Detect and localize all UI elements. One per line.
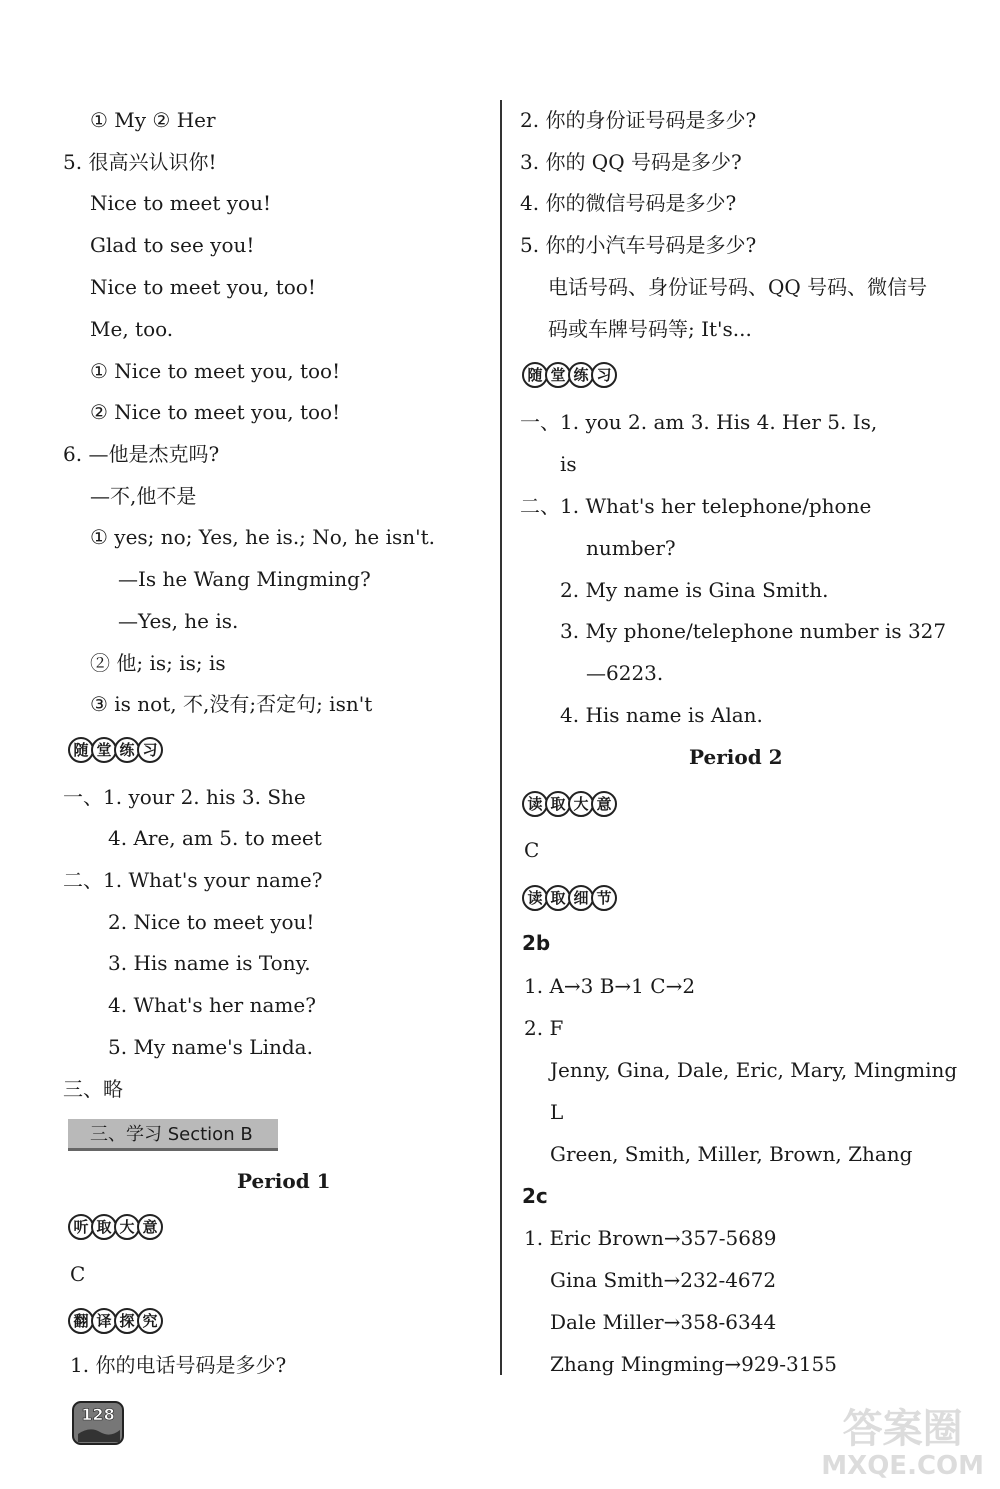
exercise-1: 一、1. you 2. am 3. His 4. Her 5. Is, <box>520 410 878 434</box>
answer-line: Nice to meet you, too! <box>90 275 316 299</box>
question-line: 1. 你的电话号码是多少? <box>70 1353 287 1377</box>
exercise-line: 5. My name's Linda. <box>108 1035 313 1059</box>
exercise-line: 4. What's her name? <box>108 993 316 1017</box>
answer-line: C <box>70 1262 86 1286</box>
answer-line: C <box>524 838 540 862</box>
question-6: 6. —他是杰克吗? <box>63 442 220 466</box>
badge-char: 取 <box>91 1214 117 1240</box>
badge-char: 习 <box>591 362 617 388</box>
answer-line: Glad to see you! <box>90 233 255 257</box>
section-badge-tingqu <box>68 1214 160 1240</box>
badge-char: 意 <box>137 1214 163 1240</box>
badge-char: 读 <box>522 791 548 817</box>
exercise-line: 4. Are, am 5. to meet <box>108 826 322 850</box>
exercise-line: 2. Nice to meet you! <box>108 910 315 934</box>
badge-char: 读 <box>522 885 548 911</box>
answer-line: Zhang Mingming→929-3155 <box>550 1352 837 1376</box>
watermark-logo <box>821 1407 984 1481</box>
watermark-url: MXQE.COM <box>821 1451 984 1481</box>
watermark-text: 答案圈 <box>842 1406 963 1452</box>
subheading-2c: 2c <box>522 1184 548 1208</box>
badge-char: 听 <box>68 1214 94 1240</box>
badge-char: 练 <box>114 737 140 763</box>
exercise-line: number? <box>586 536 676 560</box>
section-badge-duqu-dayi <box>522 791 614 817</box>
badge-char: 取 <box>545 885 571 911</box>
exercise-line: is <box>560 452 577 476</box>
badge-char: 大 <box>114 1214 140 1240</box>
answer-line: ② Nice to meet you, too! <box>90 400 341 424</box>
badge-char: 意 <box>591 791 617 817</box>
period-heading: Period 2 <box>689 745 783 769</box>
answer-line: Nice to meet you! <box>90 191 272 215</box>
answer-line: ③ is not, 不,没有;否定句; isn't <box>90 692 373 716</box>
section-badge-suitang <box>68 737 160 763</box>
answer-line: Gina Smith→232-4672 <box>550 1268 777 1292</box>
question-5: 5. 很高兴认识你! <box>63 150 217 174</box>
answer-line: 电话号码、身份证号码、QQ 号码、微信号 <box>548 275 928 299</box>
answer-line: Green, Smith, Miller, Brown, Zhang <box>550 1142 913 1166</box>
answer-line: ① yes; no; Yes, he is.; No, he isn't. <box>90 525 436 549</box>
answer-line: Dale Miller→358-6344 <box>550 1310 777 1334</box>
badge-char: 究 <box>137 1308 163 1334</box>
period-heading: Period 1 <box>237 1169 331 1193</box>
question-line: 5. 你的小汽车号码是多少? <box>520 233 757 257</box>
section-heading: 三、学习 Section B <box>68 1119 278 1151</box>
answer-line: L <box>550 1100 564 1124</box>
badge-char: 习 <box>137 737 163 763</box>
badge-char: 随 <box>68 737 94 763</box>
column-divider <box>500 100 502 1375</box>
exercise-2: 二、1. What's her telephone/phone <box>520 494 872 518</box>
answer-line: Me, too. <box>90 317 174 341</box>
badge-char: 大 <box>568 791 594 817</box>
exercise-3: 三、略 <box>63 1077 123 1101</box>
exercise-line: 3. His name is Tony. <box>108 951 311 975</box>
question-line: 2. 你的身份证号码是多少? <box>520 108 757 132</box>
badge-char: 堂 <box>545 362 571 388</box>
answer-line: —Yes, he is. <box>118 609 239 633</box>
section-badge-fanyi <box>68 1308 160 1334</box>
answer-line: 码或车牌号码等; It's... <box>548 317 752 341</box>
exercise-line: 4. His name is Alan. <box>560 703 763 727</box>
answer-line: ① My ② Her <box>90 108 216 132</box>
badge-char: 译 <box>91 1308 117 1334</box>
badge-char: 节 <box>591 885 617 911</box>
answer-line: 1. A→3 B→1 C→2 <box>524 974 696 998</box>
answer-line: 1. Eric Brown→357-5689 <box>524 1226 777 1250</box>
question-line: 3. 你的 QQ 号码是多少? <box>520 150 742 174</box>
page-number-icon <box>70 1392 126 1448</box>
badge-char: 随 <box>522 362 548 388</box>
section-badge-suitang <box>522 362 614 388</box>
exercise-line: 3. My phone/telephone number is 327 <box>560 619 947 643</box>
answer-line: —不,他不是 <box>90 484 197 508</box>
exercise-line: —6223. <box>586 661 664 685</box>
exercise-line: 2. My name is Gina Smith. <box>560 578 829 602</box>
badge-char: 练 <box>568 362 594 388</box>
answer-line: Jenny, Gina, Dale, Eric, Mary, Mingming <box>550 1058 958 1082</box>
section-badge-duqu-xijie <box>522 885 614 911</box>
badge-char: 堂 <box>91 737 117 763</box>
badge-char: 探 <box>114 1308 140 1334</box>
answer-line: ② 他; is; is; is <box>90 651 226 675</box>
exercise-1: 一、1. your 2. his 3. She <box>63 785 306 809</box>
subheading-2b: 2b <box>522 931 551 955</box>
badge-char: 翻 <box>68 1308 94 1334</box>
answer-line: 2. F <box>524 1016 564 1040</box>
exercise-2: 二、1. What's your name? <box>63 868 323 892</box>
answer-line: —Is he Wang Mingming? <box>118 567 371 591</box>
question-line: 4. 你的微信号码是多少? <box>520 191 737 215</box>
answer-line: ① Nice to meet you, too! <box>90 359 341 383</box>
badge-char: 细 <box>568 885 594 911</box>
badge-char: 取 <box>545 791 571 817</box>
page-number: 128 <box>81 1405 115 1424</box>
